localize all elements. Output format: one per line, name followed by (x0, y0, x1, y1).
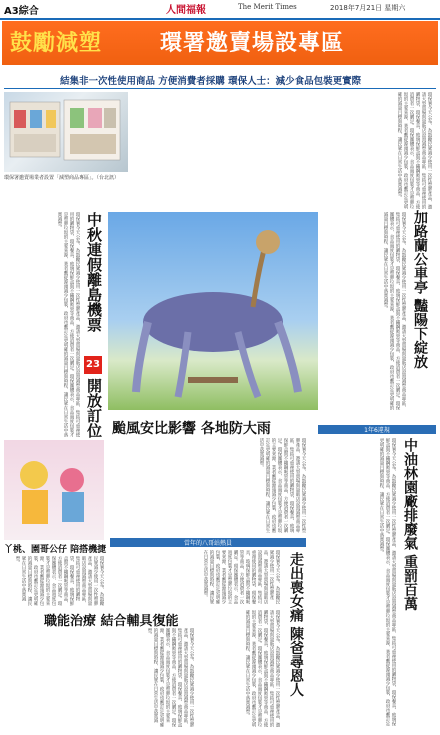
lead-photo-caption: 環保署邀賣場業者設置「減塑商品專區」。（台北訊） (4, 175, 120, 181)
divider (4, 88, 436, 89)
lead-subhead: 結集非一次性使用商品 方便消費者採購 環保人士：減少食品包裝更實際 (60, 76, 362, 87)
masthead-english: The Merit Times (238, 3, 297, 11)
lead-photo (4, 92, 128, 172)
typhoon-headline: 颱風安比影響 各地防大雨 (112, 421, 271, 437)
therapy-body-text: 環保署今天公布，為鼓勵民眾減少使用一次性塑膠產品，邀請大型賣場與量販店設置減塑商品專區，集結可重複使用的購物袋、環保餐具、玻璃保鮮盒與不鏽鋼吸管等商品，方便消費者一次購足。環保團體表示，食品過度包裝才是塑膠垃圾的主要來源，業者應從源頭減少包裝，政府也應訂定更明確的減量目標與時程，讓民眾在日常生活中落實減塑。 (147, 628, 194, 727)
grief-box-title: 當年的八哥站熱員 (110, 538, 306, 547)
holiday-headline-tail: 開放訂位 (85, 378, 103, 438)
bus-shelter-body-text: 環保署今天公布，為鼓勵民眾減少使用一次性塑膠產品，邀請大型賣場與量販店設置減塑商品專區，集結可重複使用的購物袋、環保餐具、玻璃保鮮盒與不鏽鋼吸管等商品，方便消費者一次購足。環保團體表示，食品過度包裝才是塑膠垃圾的主要來源，業者應從源頭減少包裝，政府也應訂定更明確的減量目標與時程，讓民眾在日常生活中落實減塑。 (383, 212, 406, 410)
park-body-text: 環保署今天公布，為鼓勵民眾減少使用一次性塑膠產品，邀請大型賣場與量販店設置減塑商品專區，集結可重複使用的購物袋、環保餐具、玻璃保鮮盒與不鏽鋼吸管等商品，方便消費者一次購足。環保團體表示，食品過度包裝才是塑膠垃圾的主要來源，業者應從源頭減少包裝，政府也應訂定更明確的減量目標與時程，讓民眾在日常生活中落實減塑。 (15, 556, 104, 606)
grief-body-text-2: 環保署今天公布，為鼓勵民眾減少使用一次性塑膠產品，邀請大型賣場與量販店設置減塑商品專區，集結可重複使用的購物袋、環保餐具、玻璃保鮮盒與不鏽鋼吸管等商品，方便消費者一次購足。環保團體表示，食品過度包裝才是塑膠垃圾的主要來源，業者應從源頭減少包裝，政府也應訂定更明確的減量目標與時程，讓民眾在日常生活中落實減塑。 (245, 610, 280, 727)
lead-body-text: 環保署今天公布，為鼓勵民眾減少使用一次性塑膠產品，邀請大型賣場與量販店設置減塑商品專區，集結可重複使用的購物袋、環保餐具、玻璃保鮮盒與不鏽鋼吸管等商品，方便消費者一次購足。環保團體表示，食品過度包裝才是塑膠垃圾的主要來源，業者應從源頭減少包裝，政府也應訂定更明確的減量目標與時程，讓民眾在日常生活中落實減塑。 (397, 92, 432, 209)
masthead-logo: 人間福報 (166, 5, 206, 16)
section-label: A3綜合 (4, 6, 39, 17)
grief-headline: 走出喪女痛 陳爸尋恩人 (288, 552, 304, 697)
holiday-body-text: 環保署今天公布，為鼓勵民眾減少使用一次性塑膠產品，邀請大型賣場與量販店設置減塑商品專區，集結可重複使用的購物袋、環保餐具、玻璃保鮮盒與不鏽鋼吸管等商品，方便消費者一次購足。環保團體表示，食品過度包裝才是塑膠垃圾的主要來源，業者應從源頭減少包裝，政府也應訂定更明確的減量目標與時程，讓民眾在日常生活中落實減塑。 (57, 212, 80, 437)
park-headline: 丫桃、園哥公仔 陪搭機捷 (4, 545, 107, 555)
oil-body-text: 環保署今天公布，為鼓勵民眾減少使用一次性塑膠產品，邀請大型賣場與量販店設置減塑商品專區，集結可重複使用的購物袋、環保餐具、玻璃保鮮盒與不鏽鋼吸管等商品，方便消費者一次購足。環保團體表示，食品過度包裝才是塑膠垃圾的主要來源，業者應從源頭減少包裝，政府也應訂定更明確的減量目標與時程，讓民眾在日常生活中落實減塑。 (379, 438, 396, 726)
therapy-headline: 職能治療 結合輔具復能 (44, 614, 179, 629)
oil-headline: 中油林園廠排廢氣 重罰百萬 (402, 438, 418, 611)
typhoon-body-text: 環保署今天公布，為鼓勵民眾減少使用一次性塑膠產品，邀請大型賣場與量販店設置減塑商品專區，集結可重複使用的購物袋、環保餐具、玻璃保鮮盒與不鏽鋼吸管等商品，方便消費者一次購足。環保團體表示，食品過度包裝才是塑膠垃圾的主要來源，業者應從源頭減少包裝，政府也應訂定更明確的減量目標與時程，讓民眾在日常生活中落實減塑。 (259, 438, 306, 533)
issue-date: 2018年7月21日 星期六 (330, 4, 406, 12)
banner-headline-right: 環署邀賣場設專區 (160, 31, 345, 56)
mascot-figures-icon (4, 440, 104, 540)
bus-shelter-headline: 加路蘭公車亭 豔陽下綻放 (412, 210, 428, 369)
store-shelf-photo-icon (4, 92, 128, 172)
park-photo (4, 440, 104, 540)
bus-shelter-sculpture-icon (108, 212, 318, 410)
holiday-headline: 中秋連假離島機票 (85, 212, 103, 332)
oil-tag: 1年6違規 (318, 425, 436, 434)
sculpture-photo (108, 212, 318, 410)
banner-headline-left: 鼓勵減塑 (10, 31, 103, 56)
grief-body-text: 環保署今天公布，為鼓勵民眾減少使用一次性塑膠產品，邀請大型賣場與量販店設置減塑商品專區，集結可重複使用的購物袋、環保餐具、玻璃保鮮盒與不鏽鋼吸管等商品，方便消費者一次購足。環保團體表示，食品過度包裝才是塑膠垃圾的主要來源，業者應從源頭減少包裝，政府也應訂定更明確的減量目標與時程，讓民眾在日常生活中落實減塑。 (203, 550, 280, 604)
holiday-date-badge: 23 (84, 356, 102, 374)
